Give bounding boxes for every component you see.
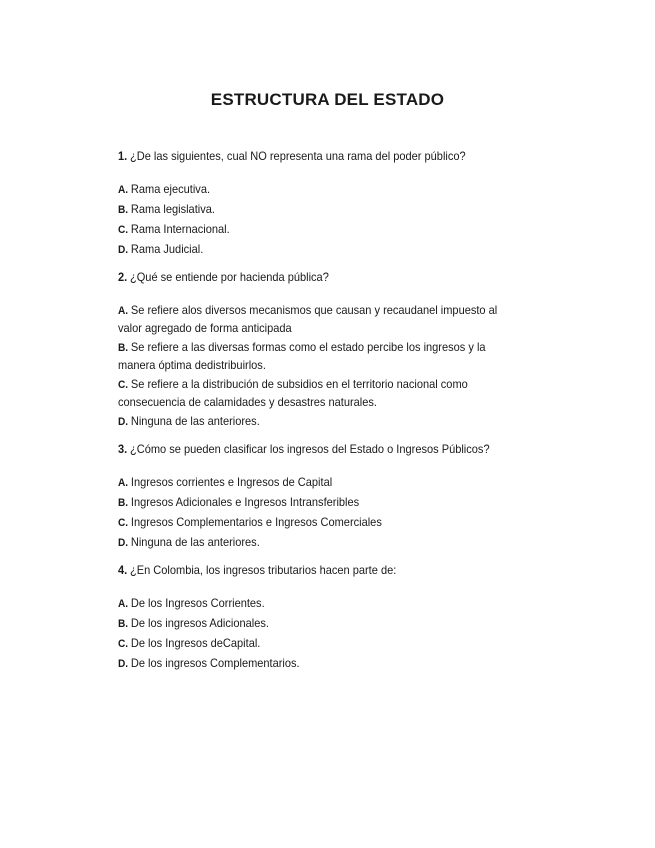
question-4: [118, 562, 504, 578]
question-number: 2.: [118, 270, 128, 284]
option-label: B.: [118, 204, 129, 216]
option-label: D.: [118, 537, 129, 549]
option-label: C.: [118, 224, 129, 236]
option-text: De los Ingresos deCapital.: [130, 636, 261, 650]
option-label: D.: [118, 416, 129, 428]
question-1: [118, 148, 504, 164]
option-text: Se refiere alos diversos mecanismos que causan y recaudanel impuesto al valor agregado de forma anticipada: [118, 303, 498, 335]
question-text: ¿En Colombia, los ingresos tributarios hacen parte de:: [129, 563, 397, 577]
option-text: Rama Judicial.: [130, 242, 204, 256]
option-d: [118, 655, 504, 672]
option-a: [118, 302, 504, 337]
option-text: Ingresos Complementarios e Ingresos Comerciales: [130, 515, 382, 529]
option-b: [118, 339, 504, 374]
option-text: De los ingresos Complementarios.: [130, 656, 300, 670]
option-label: B.: [118, 497, 129, 509]
option-text: Ingresos Adicionales e Ingresos Intransferibles: [130, 495, 360, 509]
question-3-options: [118, 474, 538, 551]
question-number: 3.: [118, 442, 128, 456]
question-text: ¿Cómo se pueden clasificar los ingresos del Estado o Ingresos Públicos?: [129, 442, 490, 456]
option-label: A.: [118, 598, 129, 610]
option-label: C.: [118, 517, 129, 529]
option-text: Ninguna de las anteriores.: [130, 414, 260, 428]
question-text: ¿De las siguientes, cual NO representa una rama del poder público?: [129, 149, 466, 163]
option-d: [118, 534, 504, 551]
option-c: [118, 376, 504, 411]
option-label: B.: [118, 618, 129, 630]
question-text: ¿Qué se entiende por hacienda pública?: [129, 270, 329, 284]
question-1-options: [118, 181, 538, 258]
question-4-options: [118, 595, 538, 672]
option-text: Rama Internacional.: [130, 222, 230, 236]
question-list: [118, 148, 538, 683]
option-c: [118, 635, 504, 652]
page-title: ESTRUCTURA DEL ESTADO: [210, 90, 445, 109]
option-d: [118, 413, 504, 430]
option-text: Ninguna de las anteriores.: [130, 535, 260, 549]
option-label: D.: [118, 244, 129, 256]
option-c: [118, 514, 504, 531]
option-label: D.: [118, 658, 129, 670]
option-text: Rama ejecutiva.: [130, 182, 211, 196]
question-2: [118, 269, 504, 285]
question-2-options: [118, 302, 538, 430]
option-label: C.: [118, 638, 129, 650]
option-a: [118, 595, 504, 612]
option-a: [118, 181, 504, 198]
option-label: A.: [118, 477, 129, 489]
option-text: De los ingresos Adicionales.: [130, 616, 269, 630]
option-label: A.: [118, 184, 129, 196]
option-label: B.: [118, 342, 129, 354]
option-text: Se refiere a la distribución de subsidios en el territorio nacional como consecuencia de calamidades y desastres naturales.: [118, 377, 468, 409]
option-c: [118, 221, 504, 238]
option-text: Se refiere a las diversas formas como el estado percibe los ingresos y la manera óptima dedistribuirlos.: [118, 340, 486, 372]
question-number: 4.: [118, 563, 128, 577]
option-d: [118, 241, 504, 258]
question-number: 1.: [118, 149, 128, 163]
option-text: Rama legislativa.: [130, 202, 215, 216]
question-3: [118, 441, 504, 457]
option-label: C.: [118, 379, 129, 391]
option-b: [118, 201, 504, 218]
option-text: Ingresos corrientes e Ingresos de Capital: [130, 475, 333, 489]
option-b: [118, 615, 504, 632]
option-text: De los Ingresos Corrientes.: [130, 596, 265, 610]
option-b: [118, 494, 504, 511]
option-a: [118, 474, 504, 491]
option-label: A.: [118, 305, 129, 317]
